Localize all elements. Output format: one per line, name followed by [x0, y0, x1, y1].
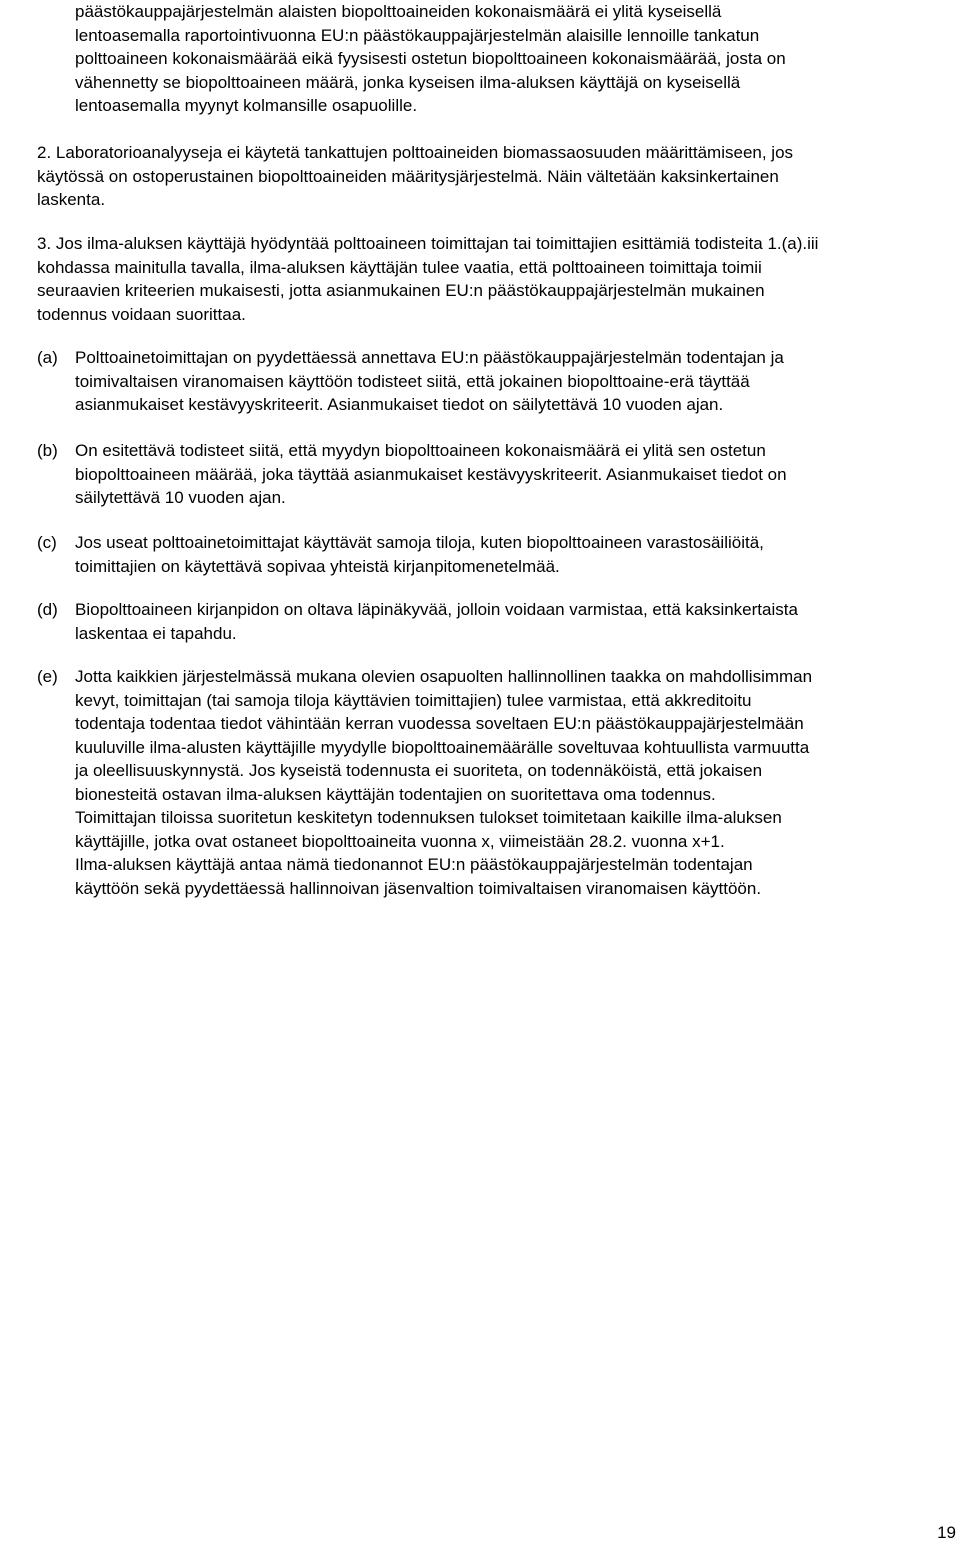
sub-item-label: (e): [37, 667, 58, 686]
text-line: toimittajien on käytettävä sopivaa yhteistä kirjanpitomenetelmää.: [75, 556, 560, 576]
text-line: kevyt, toimittajan (tai samoja tiloja käyttävien toimittajien) tulee varmistaa, että akkreditoitu: [75, 690, 752, 710]
sub-item-text: [75, 531, 957, 578]
sub-item-d: [37, 598, 957, 645]
item-number: 2.: [37, 143, 52, 162]
text-line: [37, 232, 942, 256]
text-line: todennus voidaan suorittaa.: [37, 304, 246, 324]
text-line: laskentaa ei tapahdu.: [75, 623, 237, 643]
sub-item-text: [75, 665, 957, 900]
text-line: laskenta.: [37, 190, 106, 209]
sub-item-label: (c): [37, 533, 57, 552]
text-line: käytössä on ostoperustainen biopolttoaineiden määritysjärjestelmä. Näin vältetään kaksinkertainen: [37, 166, 779, 186]
sub-item-e: [37, 665, 957, 900]
text-line: käyttäjille, jotka ovat ostaneet biopolttoaineita vuonna x, viimeistään 28.2. vuonna x+1.: [75, 831, 725, 851]
text-line: päästökauppajärjestelmän alaisten biopolttoaineiden kokonaismäärä ei ylitä kyseisellä: [75, 2, 722, 21]
numbered-item-2: [37, 141, 942, 212]
sub-item-text: [75, 598, 957, 645]
text-line: Polttoainetoimittajan on pyydettäessä annettava EU:n päästökauppajärjestelmän todentajan ja: [75, 348, 784, 367]
text-line: lentoasemalla myynyt kolmansille osapuolille.: [75, 96, 418, 115]
text-line: ja oleellisuuskynnystä. Jos kyseistä todennusta ei suoriteta, on todennäköistä, että jokaisen: [75, 761, 763, 780]
sub-item-c: [37, 531, 957, 578]
text-line: kohdassa mainitulla tavalla, ilma-aluksen käyttäjän tulee vaatia, että polttoaineen toimittaja toimii: [37, 257, 762, 277]
sub-item-label: (b): [37, 441, 58, 460]
page-number: 19: [937, 1523, 956, 1542]
sub-item-text: [75, 439, 957, 510]
sub-item-label: (a): [37, 348, 58, 367]
sub-item-b: [37, 439, 957, 510]
text-line: käyttöön sekä pyydettäessä hallinnoivan jäsenvaltion toimivaltaisen viranomaisen käyttöön.: [75, 878, 762, 898]
text-line: säilytettävä 10 vuoden ajan.: [75, 488, 286, 507]
text-line: Biopolttoaineen kirjanpidon on oltava läpinäkyvää, jolloin voidaan varmistaa, että kaksinkertaista: [75, 600, 798, 619]
text-line: Ilma-aluksen käyttäjä antaa nämä tiedonannot EU:n päästökauppajärjestelmän todentajan: [75, 855, 753, 874]
numbered-item-3: [37, 232, 942, 326]
sub-item-label: (d): [37, 600, 58, 619]
text-line: Toimittajan tiloissa suoritetun keskitetyn todennuksen tulokset toimitetaan kaikille ilma-aluksen: [75, 808, 782, 827]
text-line: polttoaineen kokonaismäärää eikä fyysisesti ostetun biopolttoaineen kokonaismäärää, josta on: [75, 49, 786, 68]
intro-paragraph: [75, 0, 945, 118]
text-line: bionesteitä ostavan ilma-aluksen käyttäjän todentajien on suoritettava oma todennus.: [75, 784, 716, 804]
text-line: biopolttoaineen määrää, joka täyttää asianmukaiset kestävyyskriteerit. Asianmukaiset tiedot on: [75, 464, 787, 484]
item-text: Jos ilma-aluksen käyttäjä hyödyntää polttoaineen toimittajan tai toimittajien esittämiä todisteita 1.(a).iii: [51, 234, 819, 253]
text-line: On esitettävä todisteet siitä, että myydyn biopolttoaineen kokonaismäärä ei ylitä sen ostetun: [75, 441, 766, 460]
text-line: Jos useat polttoainetoimittajat käyttävät samoja tiloja, kuten biopolttoaineen varastosäiliöitä,: [75, 533, 764, 552]
sub-item-text: [75, 346, 957, 417]
text-line: lentoasemalla raportointivuonna EU:n päästökauppajärjestelmän alaisille lennoille tankatun: [75, 25, 760, 45]
text-line: todentaja todentaa tiedot vähintään kerran vuodessa soveltaen EU:n päästökauppajärjestelmään: [75, 714, 804, 733]
sub-item-a: [37, 346, 957, 417]
text-line: kuuluville ilma-alusten käyttäjille myydylle biopolttoainemäärälle soveltuvaa kohtuullista varmuutta: [75, 737, 810, 757]
item-number: 3.: [37, 234, 52, 253]
text-line: toimivaltaisen viranomaisen käyttöön todisteet siitä, että jokainen biopolttoaine-erä täyttää: [75, 371, 750, 391]
item-text: Laboratorioanalyyseja ei käytetä tankattujen polttoaineiden biomassaosuuden määrittämiseen, jos: [51, 143, 794, 162]
text-line: [37, 141, 942, 165]
text-line: Jotta kaikkien järjestelmässä mukana olevien osapuolten hallinnollinen taakka on mahdollisimman: [75, 667, 813, 686]
text-line: vähennetty se biopolttoaineen määrä, jonka kyseisen ilma-aluksen käyttäjä on kyseisellä: [75, 72, 741, 92]
text-line: asianmukaiset kestävyyskriteerit. Asianmukaiset tiedot on säilytettävä 10 vuoden ajan.: [75, 395, 724, 414]
text-line: seuraavien kriteerien mukaisesti, jotta asianmukainen EU:n päästökauppajärjestelmän mukainen: [37, 281, 765, 300]
